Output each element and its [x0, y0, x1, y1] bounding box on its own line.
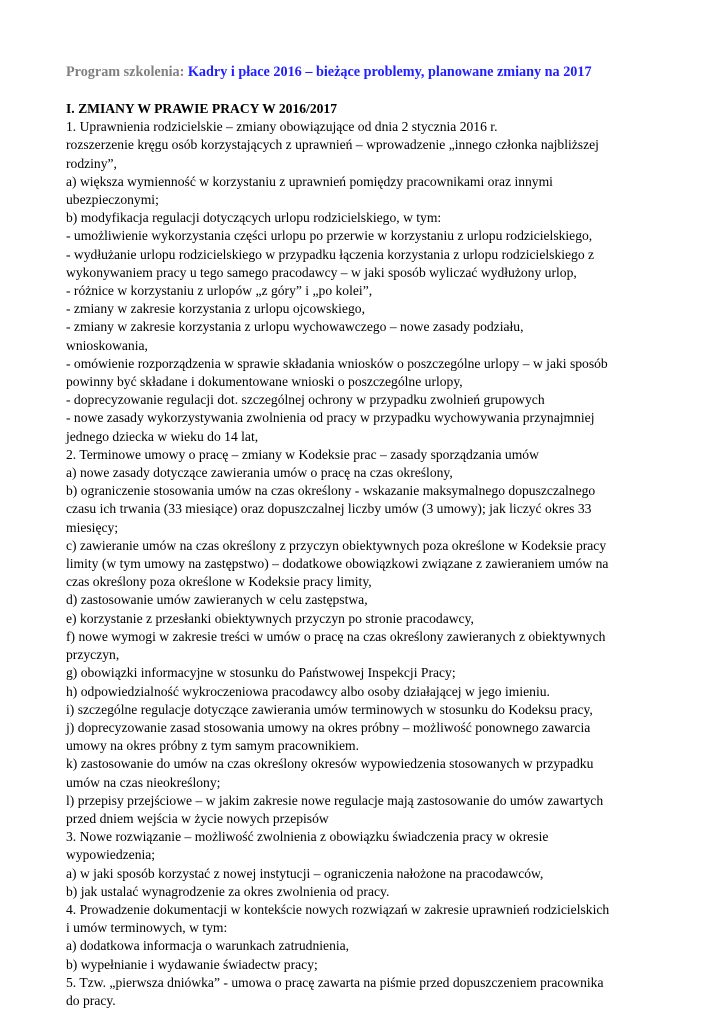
section-title: I. ZMIANY W PRAWIE PRACY W 2016/2017: [66, 101, 338, 116]
text-line: limity (w tym umowy na zastępstwo) – dodatkowe obowiązkowi związane z zawieraniem umów na: [66, 556, 609, 572]
text-line: - wydłużanie urlopu rodzicielskiego w przypadku łączenia korzystania z urlopu rodzicielskiego z: [66, 246, 595, 262]
text-line: umów na czas nieokreślony;: [66, 774, 221, 790]
text-line: jednego dziecka w wieku do 14 lat,: [66, 428, 259, 444]
text-line: przyczyn,: [66, 647, 120, 663]
text-line: d) zastosowanie umów zawieranych w celu zastępstwa,: [66, 592, 368, 608]
text-line: rodziny”,: [66, 155, 117, 171]
document-body: [66, 118, 666, 1010]
text-line: b) modyfikacja regulacji dotyczących urlopu rodzicielskiego, w tym:: [66, 210, 442, 226]
program-prefix: Program szkolenia:: [66, 64, 185, 80]
text-line: g) obowiązki informacyjne w stosunku do Państwowej Inspekcji Pracy;: [66, 665, 456, 681]
text-line: wnioskowania,: [66, 337, 148, 353]
text-line: rozszerzenie kręgu osób korzystających z uprawnień – wprowadzenie „innego członka najbliższej: [66, 137, 599, 153]
text-line: i) szczególne regulacje dotyczące zawierania umów terminowych w stosunku do Kodeksu pracy,: [66, 701, 593, 717]
text-line: a) większa wymienność w korzystaniu z uprawnień pomiędzy pracownikami oraz innymi: [66, 173, 553, 189]
text-line: j) doprecyzowanie zasad stosowania umowy na okres próbny – możliwość ponownego zawarcia: [66, 719, 591, 735]
text-line: - nowe zasady wykorzystywania zwolnienia od pracy w przypadku wychowywania przynajmniej: [66, 410, 595, 426]
text-line: 5. Tzw. „pierwsza dniówka” - umowa o pracę zawarta na piśmie przed dopuszczeniem pracownika: [66, 974, 604, 990]
text-line: b) jak ustalać wynagrodzenie za okres zwolnienia od pracy.: [66, 883, 390, 899]
text-line: czas określony poza określone w Kodeksie pracy limity,: [66, 574, 372, 590]
program-title: Kadry i płace 2016 – bieżące problemy, planowane zmiany na 2017: [187, 64, 592, 80]
text-line: f) nowe wymogi w zakresie treści w umów o pracę na czas określony zawieranych z obiektywnych: [66, 628, 606, 644]
text-line: a) nowe zasady dotyczące zawierania umów o pracę na czas określony,: [66, 465, 453, 481]
text-line: umowy na okres próbny z tym samym pracownikiem.: [66, 738, 359, 754]
text-line: - doprecyzowanie regulacji dot. szczególnej ochrony w przypadku zwolnień grupowych: [66, 392, 545, 408]
text-line: czasu ich trwania (33 miesiące) oraz dopuszczalnej liczby umów (3 umowy); jak liczyć okres 33: [66, 501, 592, 517]
text-line: 2. Terminowe umowy o pracę – zmiany w Kodeksie prac – zasady sporządzania umów: [66, 446, 539, 462]
text-line: przed dniem wejścia w życie nowych przepisów: [66, 810, 329, 826]
text-line: wykonywaniem pracy u tego samego pracodawcy – w jaki sposób wyliczać wydłużony urlop,: [66, 264, 577, 280]
text-line: a) w jaki sposób korzystać z nowej instytucji – ograniczenia nałożone na pracodawców,: [66, 865, 544, 881]
text-line: 3. Nowe rozwiązanie – możliwość zwolnienia z obowiązku świadczenia pracy w okresie: [66, 829, 549, 845]
text-line: b) wypełnianie i wydawanie świadectw pracy;: [66, 956, 318, 972]
text-line: ubezpieczonymi;: [66, 192, 159, 208]
text-line: powinny być składane i dokumentowane wnioski o poszczególne urlopy,: [66, 374, 463, 390]
text-line: a) dodatkowa informacja o warunkach zatrudnienia,: [66, 938, 350, 954]
text-line: k) zastosowanie do umów na czas określony okresów wypowiedzenia stosowanych w przypadku: [66, 756, 594, 772]
text-line: 1. Uprawnienia rodzicielskie – zmiany obowiązujące od dnia 2 stycznia 2016 r.: [66, 119, 498, 135]
text-line: c) zawieranie umów na czas określony z przyczyn obiektywnych poza określone w Kodeksie pracy: [66, 537, 607, 553]
text-line: do pracy.: [66, 992, 116, 1008]
text-line: l) przepisy przejściowe – w jakim zakresie nowe regulacje mają zastosowanie do umów zawartych: [66, 792, 604, 808]
document-page: [66, 62, 666, 1010]
text-line: b) ograniczenie stosowania umów na czas określony - wskazanie maksymalnego dopuszczalnego: [66, 483, 596, 499]
text-line: h) odpowiedzialność wykroczeniowa pracodawcy albo osoby działającej w jego imieniu.: [66, 683, 550, 699]
text-line: - zmiany w zakresie korzystania z urlopu ojcowskiego,: [66, 301, 365, 317]
text-line: miesięcy;: [66, 519, 119, 535]
program-header: [66, 62, 666, 82]
text-line: e) korzystanie z przesłanki obiektywnych przyczyn po stronie pracodawcy,: [66, 610, 474, 626]
text-line: - zmiany w zakresie korzystania z urlopu wychowawczego – nowe zasady podziału,: [66, 319, 524, 335]
text-line: - omówienie rozporządzenia w sprawie składania wniosków o poszczególne urlopy – w jaki sposób: [66, 355, 608, 371]
text-line: wypowiedzenia;: [66, 847, 156, 863]
text-line: i umów terminowych, w tym:: [66, 920, 228, 936]
text-line: - różnice w korzystaniu z urlopów „z góry” i „po kolei”,: [66, 283, 373, 299]
text-line: 4. Prowadzenie dokumentacji w kontekście nowych rozwiązań w zakresie uprawnień rodzicielskich: [66, 901, 610, 917]
text-line: - umożliwienie wykorzystania części urlopu po przerwie w korzystaniu z urlopu rodzicielskiego,: [66, 228, 593, 244]
